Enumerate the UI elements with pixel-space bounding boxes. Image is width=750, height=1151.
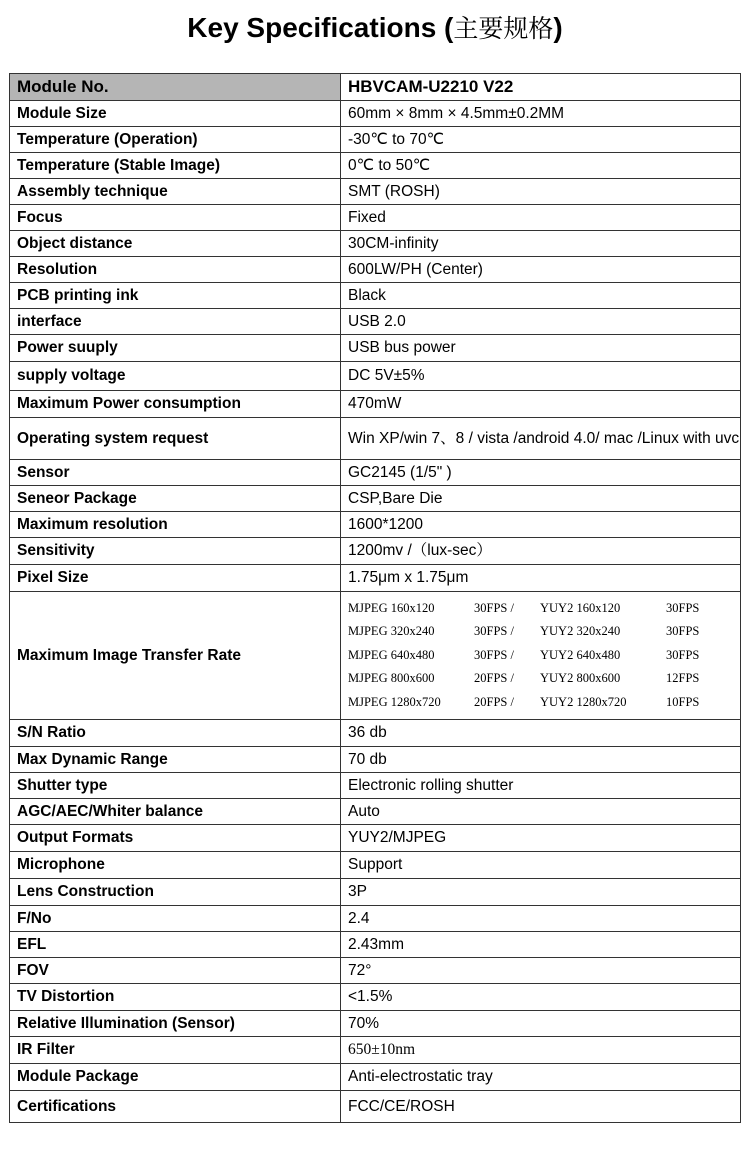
title-close-paren: ) <box>553 12 563 43</box>
spec-row <box>10 153 741 179</box>
spec-row <box>10 958 741 984</box>
spec-value: 36 db <box>341 720 741 747</box>
spec-value: -30℃ to 70℃ <box>341 127 741 153</box>
spec-row <box>10 1091 741 1123</box>
spec-row <box>10 460 741 486</box>
spec-row <box>10 362 741 391</box>
spec-label: Maximum Image Transfer Rate <box>10 592 341 720</box>
spec-row <box>10 984 741 1011</box>
transfer-rate-line: MJPEG 160x120 30FPS / YUY2 160x120 30FPS <box>348 600 700 615</box>
spec-label: Lens Construction <box>10 879 341 906</box>
spec-value: SMT (ROSH) <box>341 179 741 205</box>
spec-label: Focus <box>10 205 341 231</box>
spec-value: USB bus power <box>341 335 741 362</box>
spec-row <box>10 512 741 538</box>
spec-label: Sensitivity <box>10 538 341 565</box>
spec-row <box>10 799 741 825</box>
spec-row-transfer-rate <box>10 592 741 720</box>
spec-label: Module Package <box>10 1064 341 1091</box>
spec-row <box>10 1011 741 1037</box>
spec-label: S/N Ratio <box>10 720 341 747</box>
spec-label: Output Formats <box>10 825 341 852</box>
spec-row <box>10 418 741 460</box>
spec-label: Object distance <box>10 231 341 257</box>
spec-value: 1.75μm x 1.75μm <box>341 565 741 592</box>
spec-row <box>10 565 741 592</box>
spec-value: 70% <box>341 1011 741 1037</box>
spec-label: Pixel Size <box>10 565 341 592</box>
transfer-rate-line: MJPEG 320x240 30FPS / YUY2 320x240 30FPS <box>348 624 700 639</box>
spec-value: 1600*1200 <box>341 512 741 538</box>
spec-value: 2.43mm <box>341 932 741 958</box>
spec-value: 2.4 <box>341 906 741 932</box>
spec-value: Win XP/win 7、8 / vista /android 4.0/ mac /Linux with uvc <box>341 418 741 460</box>
spec-label: Certifications <box>10 1091 341 1123</box>
spec-row <box>10 309 741 335</box>
spec-row <box>10 879 741 906</box>
spec-row <box>10 720 741 747</box>
spec-label: TV Distortion <box>10 984 341 1011</box>
spec-row <box>10 127 741 153</box>
spec-label: F/No <box>10 906 341 932</box>
spec-value: Fixed <box>341 205 741 231</box>
spec-row <box>10 538 741 565</box>
spec-label: Shutter type <box>10 773 341 799</box>
spec-row <box>10 257 741 283</box>
spec-value: FCC/CE/ROSH <box>341 1091 741 1123</box>
spec-label: Assembly technique <box>10 179 341 205</box>
spec-row <box>10 179 741 205</box>
transfer-rate-list <box>341 592 741 720</box>
spec-value: 30CM-infinity <box>341 231 741 257</box>
spec-label: supply voltage <box>10 362 341 391</box>
spec-value: <1.5% <box>341 984 741 1011</box>
title-english: Key Specifications <box>187 12 437 43</box>
spec-label: Temperature (Operation) <box>10 127 341 153</box>
spec-value: 1200mv /（lux-sec） <box>341 538 741 565</box>
spec-value: USB 2.0 <box>341 309 741 335</box>
spec-row <box>10 747 741 773</box>
spec-label: Resolution <box>10 257 341 283</box>
spec-row <box>10 1064 741 1091</box>
spec-row <box>10 825 741 852</box>
spec-row <box>10 906 741 932</box>
spec-label: AGC/AEC/Whiter balance <box>10 799 341 825</box>
spec-value: HBVCAM-U2210 V22 <box>341 74 741 101</box>
spec-value: 70 db <box>341 747 741 773</box>
spec-value: GC2145 (1/5" ) <box>341 460 741 486</box>
spec-row <box>10 101 741 127</box>
spec-row <box>10 283 741 309</box>
spec-label: Sensor <box>10 460 341 486</box>
spec-row <box>10 932 741 958</box>
spec-value: 0℃ to 50℃ <box>341 153 741 179</box>
spec-value: 600LW/PH (Center) <box>341 257 741 283</box>
spec-label: FOV <box>10 958 341 984</box>
spec-value: 650±10nm <box>341 1037 741 1064</box>
spec-value: 72° <box>341 958 741 984</box>
spec-row <box>10 1037 741 1064</box>
spec-label: Temperature (Stable Image) <box>10 153 341 179</box>
spec-value: DC 5V±5% <box>341 362 741 391</box>
spec-value: 3P <box>341 879 741 906</box>
spec-label: Maximum Power consumption <box>10 391 341 418</box>
spec-value: Auto <box>341 799 741 825</box>
spec-label: Seneor Package <box>10 486 341 512</box>
spec-value: Black <box>341 283 741 309</box>
spec-value: Anti-electrostatic tray <box>341 1064 741 1091</box>
spec-row <box>10 391 741 418</box>
spec-row <box>10 486 741 512</box>
spec-value: 60mm × 8mm × 4.5mm±0.2MM <box>341 101 741 127</box>
transfer-rate-line: MJPEG 800x600 20FPS / YUY2 800x600 12FPS <box>348 671 700 686</box>
spec-label: Module Size <box>10 101 341 127</box>
spec-label: Operating system request <box>10 418 341 460</box>
spec-row-module-no <box>10 74 741 101</box>
spec-row <box>10 205 741 231</box>
page-title <box>0 8 750 49</box>
spec-table <box>9 73 741 1123</box>
spec-value: CSP,Bare Die <box>341 486 741 512</box>
spec-row <box>10 335 741 362</box>
title-chinese: 主要规格 <box>453 14 554 43</box>
spec-value: Support <box>341 852 741 879</box>
spec-label: interface <box>10 309 341 335</box>
spec-row <box>10 773 741 799</box>
spec-label: Maximum resolution <box>10 512 341 538</box>
spec-value: YUY2/MJPEG <box>341 825 741 852</box>
spec-label: Microphone <box>10 852 341 879</box>
spec-value: Electronic rolling shutter <box>341 773 741 799</box>
spec-label: Module No. <box>10 74 341 101</box>
title-open-paren: ( <box>436 12 454 43</box>
spec-value: 470mW <box>341 391 741 418</box>
spec-label: Relative Illumination (Sensor) <box>10 1011 341 1037</box>
spec-label: PCB printing ink <box>10 283 341 309</box>
spec-label: Power suuply <box>10 335 341 362</box>
spec-label: Max Dynamic Range <box>10 747 341 773</box>
spec-row <box>10 852 741 879</box>
transfer-rate-line: MJPEG 640x480 30FPS / YUY2 640x480 30FPS <box>348 647 700 662</box>
spec-label: EFL <box>10 932 341 958</box>
spec-label: IR Filter <box>10 1037 341 1064</box>
spec-row <box>10 231 741 257</box>
transfer-rate-line: MJPEG 1280x720 20FPS / YUY2 1280x720 10FPS <box>348 694 700 709</box>
